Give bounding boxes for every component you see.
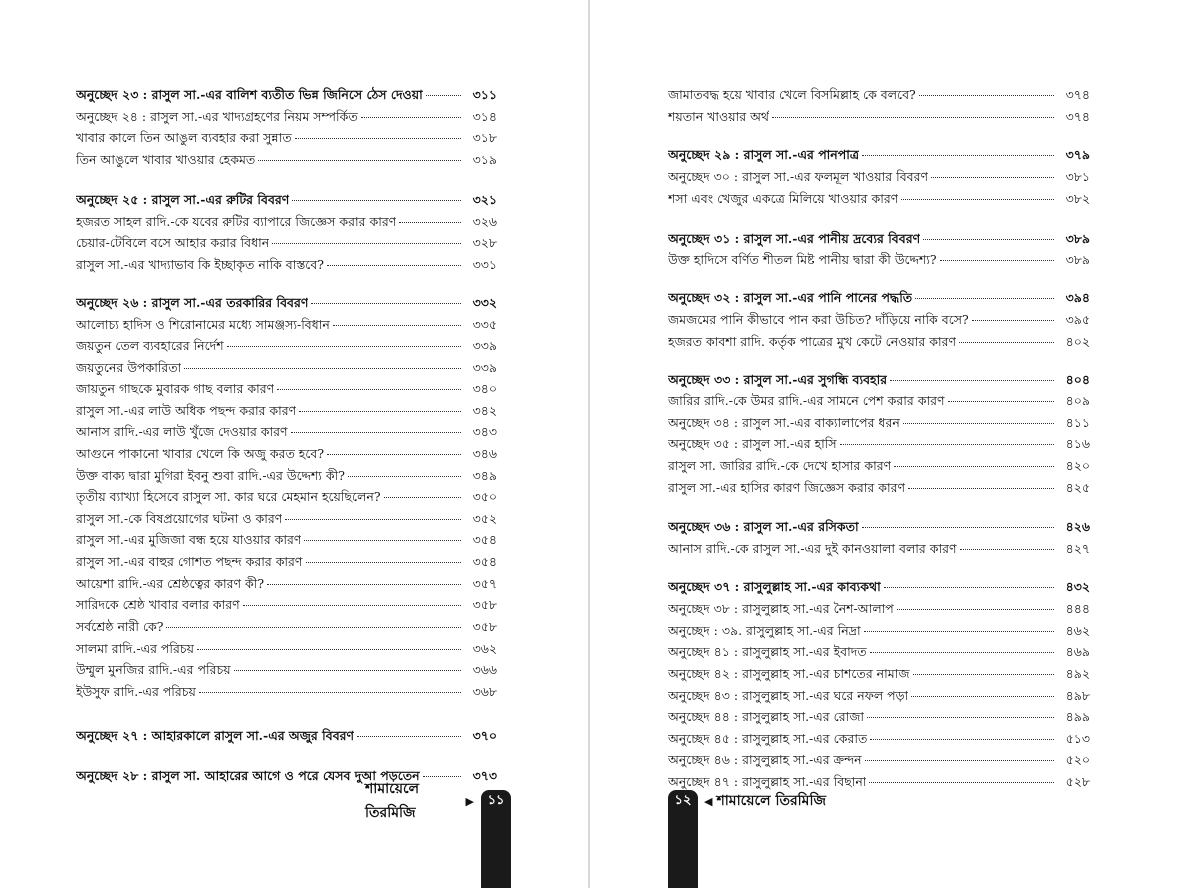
toc-heading-row — [668, 288, 1090, 308]
toc-page-number: ৩৫৮ — [472, 597, 497, 612]
toc-page-number: ৩৮৯ — [1065, 252, 1090, 267]
toc-page-number: ৩৬২ — [472, 641, 497, 656]
toc-entry-row — [668, 250, 1090, 270]
dot-leader — [267, 584, 461, 585]
toc-entry-title: অনুচ্ছেদ ৩২ : রাসুল সা.-এর পানি পানের পদ্ধতি — [668, 290, 913, 305]
toc-heading-row — [76, 726, 497, 746]
dot-leader — [911, 696, 1054, 697]
dot-leader — [862, 155, 1054, 156]
toc-page-number: ৪৪৪ — [1065, 601, 1090, 616]
toc-entry-row — [76, 401, 497, 421]
dot-leader — [897, 609, 1054, 610]
toc-entry-title: অনুচ্ছেদ ৩৬ : রাসুল সা.-এর রসিকতা — [668, 519, 859, 534]
toc-entry-row — [668, 189, 1090, 209]
dot-leader — [166, 627, 461, 628]
toc-page-number: ৩৮১ — [1065, 169, 1090, 184]
dot-leader — [333, 325, 461, 326]
toc-page-number: ৩৫৮ — [472, 619, 497, 634]
dot-leader — [426, 95, 461, 96]
toc-entry-title: অনুচ্ছেদ ৪৪ : রাসুলুল্লাহ সা.-এর রোজা — [668, 709, 865, 724]
dot-leader — [890, 380, 1054, 381]
toc-entry-row — [668, 621, 1090, 641]
dot-leader — [327, 265, 461, 266]
toc-entry-row — [668, 642, 1090, 662]
right-page — [590, 0, 1179, 888]
toc-entry-row — [76, 639, 497, 659]
dot-leader — [227, 346, 461, 347]
page-number-tab — [668, 790, 698, 888]
toc-entry-title: অনুচ্ছেদ ৪১ : রাসুলুল্লাহ সা.-এর ইবাদত — [668, 644, 867, 659]
toc-entry-title: সারিদকে শ্রেষ্ঠ খাবার বলার কারণ — [76, 597, 240, 612]
dot-leader — [865, 760, 1054, 761]
toc-page-number: ৪৯৯ — [1065, 709, 1090, 724]
toc-page-number: ৪৯২ — [1065, 666, 1090, 681]
dot-leader — [272, 243, 461, 244]
dot-leader — [884, 587, 1054, 588]
dot-leader — [931, 177, 1054, 178]
toc-page-number: ৩৪৯ — [472, 468, 497, 483]
toc-page-number: ৩৩৯ — [472, 338, 497, 353]
dot-leader — [306, 562, 462, 563]
toc-page-number: ৩৭৩ — [472, 768, 497, 783]
toc-page-number: ৩৯৫ — [1065, 312, 1090, 327]
dot-leader — [908, 488, 1054, 489]
toc-entry-title: আনাস রাদি.-কে রাসুল সা.-এর দুই কানওয়ালা বলার কারণ — [668, 541, 957, 556]
toc-entry-row — [668, 332, 1090, 352]
toc-entry-title: অনুচ্ছেদ ২৯ : রাসুল সা.-এর পানপাত্র — [668, 147, 860, 162]
toc-entry-title: রাসুল সা.-এর হাসির কারণ জিজ্ঞেস করার কারণ — [668, 480, 906, 495]
dot-leader — [277, 389, 461, 390]
dot-leader — [197, 649, 461, 650]
toc-page-number: ৪১১ — [1065, 415, 1090, 430]
toc-entry-title: অনুচ্ছেদ ৩০ : রাসুল সা.-এর ফলমূল খাওয়ার বিবরণ — [668, 169, 929, 184]
toc-entry-title: অনুচ্ছেদ ২৫ : রাসুল সা.-এর রুটির বিবরণ — [76, 192, 290, 207]
toc-page-number: ৪০৪ — [1065, 372, 1090, 387]
left-arrow-icon: ◀ — [704, 794, 713, 808]
left-page — [0, 0, 588, 888]
toc-entry-title: জামাতবদ্ধ হয়ে খাবার খেলে বিসমিল্লাহ কে বলবে? — [668, 87, 916, 102]
toc-entry-title: আলোচ্য হাদিস ও শিরোনামের মধ্যে সামঞ্জস্য-বিধান — [76, 317, 330, 332]
toc-page-number: ৩৩১ — [472, 257, 497, 272]
toc-entry-title: অনুচ্ছেদ ৪৬ : রাসুলুল্লাহ সা.-এর ক্রন্দন — [668, 752, 862, 767]
dot-leader — [291, 432, 461, 433]
dot-leader — [870, 739, 1054, 740]
dot-leader — [972, 320, 1054, 321]
page-number-tab — [481, 790, 511, 888]
dot-leader — [862, 527, 1054, 528]
toc-page-number: ৪৩২ — [1065, 579, 1090, 594]
dot-leader — [399, 222, 461, 223]
toc-page-number: ৩৫২ — [472, 511, 497, 526]
toc-entry-title: রাসুল সা. জারির রাদি.-কে দেখে হাসার কারণ — [668, 458, 892, 473]
toc-entry-row — [668, 707, 1090, 727]
toc-entry-row — [668, 478, 1090, 498]
dot-leader — [184, 368, 461, 369]
footer-book-title: শামায়েলে তিরমিজি — [365, 781, 420, 821]
toc-entry-title: আয়েশা রাদি.-এর শ্রেষ্ঠত্বের কারণ কী? — [76, 576, 265, 591]
toc-entry-title: শয়তান খাওয়ার অর্থ — [668, 109, 769, 124]
toc-entry-row — [668, 539, 1090, 559]
toc-entry-title: চেয়ার-টেবিলে বসে আহার করার বিধান — [76, 235, 270, 250]
toc-page-number: ৩৪৬ — [472, 446, 497, 461]
toc-page-number: ৪৬২ — [1065, 623, 1090, 638]
dot-leader — [357, 736, 461, 737]
toc-entry-row — [668, 167, 1090, 187]
toc-entry-title: উক্ত হাদিসে বর্ণিত শীতল মিষ্ট পানীয় দ্বারা কী উদ্দেশ্য? — [668, 252, 937, 267]
toc-entry-title: রাসুল সা.-কে বিষপ্রয়োগের ঘটনা ও কারণ — [76, 511, 283, 526]
toc-entry-title: শসা এবং খেজুর একত্রে মিলিয়ে খাওয়ার কারণ — [668, 191, 899, 206]
toc-page-number: ৩৫৪ — [472, 554, 497, 569]
dot-leader — [327, 454, 461, 455]
toc-entry-row — [76, 509, 497, 529]
dot-leader — [243, 605, 461, 606]
toc-entry-title: আগুনে পাকানো খাবার খেলে কি অজু করত হবে? — [76, 446, 325, 461]
dot-leader — [840, 444, 1054, 445]
toc-page-number: ৩৬৬ — [472, 662, 497, 677]
toc-entry-row — [76, 336, 497, 356]
toc-entry-row — [668, 413, 1090, 433]
toc-entry-title: জমজমের পানি কীভাবে পান করা উচিত? দাঁড়িয়ে নাকি বসে? — [668, 312, 969, 327]
dot-leader — [948, 401, 1054, 402]
dot-leader — [311, 303, 461, 304]
toc-entry-row — [76, 150, 497, 170]
toc-page-number: ৩৪৩ — [472, 424, 497, 439]
toc-page-number: ৪১৬ — [1065, 436, 1090, 451]
toc-entry-row — [668, 664, 1090, 684]
toc-entry-title: অনুচ্ছেদ : ৩৯. রাসুলুল্লাহ সা.-এর নিদ্রা — [668, 623, 861, 638]
dot-leader — [361, 117, 461, 118]
toc-heading-row — [668, 145, 1090, 165]
toc-heading-row — [668, 577, 1090, 597]
dot-leader — [915, 298, 1054, 299]
toc-entry-row — [668, 391, 1090, 411]
dot-leader — [348, 476, 461, 477]
toc-page-number: ৪২৭ — [1065, 541, 1090, 556]
toc-heading-row — [76, 85, 497, 105]
toc-page-number: ৪৬৯ — [1065, 644, 1090, 659]
toc-entry-title: তিন আঙুলে খাবার খাওয়ার হেকমত — [76, 152, 256, 167]
toc-entry-title: হজরত সাহল রাদি.-কে যবের রুটির ব্যাপারে জিজ্ঞেস করার কারণ — [76, 214, 397, 229]
toc-entry-title: তৃতীয় ব্যাখ্যা হিসেবে রাসুল সা. কার ঘরে মেহমান হয়েছিলেন? — [76, 489, 381, 504]
dot-leader — [292, 200, 461, 201]
toc-entry-title: অনুচ্ছেদ ৩৪ : রাসুল সা.-এর বাক্যালাপের ধরন — [668, 415, 900, 430]
dot-leader — [923, 239, 1054, 240]
toc-page-number: ৩৫৪ — [472, 532, 497, 547]
right-footer — [700, 790, 826, 812]
toc-page-number: ৪২০ — [1065, 458, 1090, 473]
toc-entry-row — [76, 617, 497, 637]
toc-entry-row — [76, 212, 497, 232]
toc-entry-title: অনুচ্ছেদ ৪৫ : রাসুলুল্লাহ সা.-এর কেরাত — [668, 731, 868, 746]
toc-entry-title: উক্ত বাক্য দ্বারা মুগিরা ইবনু শুবা রাদি.-এর উদ্দেশ্য কী? — [76, 468, 345, 483]
dot-leader — [940, 260, 1054, 261]
dot-leader — [285, 519, 461, 520]
toc-entry-row — [76, 379, 497, 399]
toc-entry-row — [668, 107, 1090, 127]
toc-heading-row — [76, 190, 497, 210]
toc-entry-title: অনুচ্ছেদ ২৭ : আহারকালে রাসুল সা.-এর অজুর বিবরণ — [76, 728, 355, 743]
toc-entry-row — [668, 456, 1090, 476]
toc-entry-row — [76, 466, 497, 486]
toc-entry-title: অনুচ্ছেদ ২৩ : রাসুল সা.-এর বালিশ ব্যতীত ভিন্ন জিনিসে ঠেস দেওয়া — [76, 87, 423, 102]
right-arrow-icon: ▶ — [465, 794, 474, 808]
toc-heading-row — [76, 293, 497, 313]
toc-page-number: ৩১৮ — [472, 130, 497, 145]
dot-leader — [867, 717, 1054, 718]
toc-page-number: ৩৭৯ — [1065, 147, 1090, 162]
toc-page-number: ৪০২ — [1065, 334, 1090, 349]
toc-entry-title: অনুচ্ছেদ ৩১ : রাসুল সা.-এর পানীয় দ্রব্যের বিবরণ — [668, 231, 921, 246]
toc-entry-row — [76, 107, 497, 127]
toc-page-number: ৩৬৮ — [472, 684, 497, 699]
toc-page-number: ৪৯৮ — [1065, 688, 1090, 703]
toc-entry-row — [76, 552, 497, 572]
toc-entry-title: অনুচ্ছেদ ৪২ : রাসুলুল্লাহ সা.-এর চাশতের নামাজ — [668, 666, 910, 681]
dot-leader — [299, 411, 461, 412]
dot-leader — [913, 674, 1055, 675]
toc-entry-row — [668, 434, 1090, 454]
toc-entry-title: জারির রাদি.-কে উমর রাদি.-এর সামনে পেশ করার কারণ — [668, 393, 945, 408]
toc-page-number: ৩২৮ — [472, 235, 497, 250]
toc-entry-row — [76, 422, 497, 442]
toc-heading-row — [668, 517, 1090, 537]
toc-entry-row — [76, 444, 497, 464]
toc-entry-row — [668, 85, 1090, 105]
toc-entry-title: ইউসুফ রাদি.-এর পরিচয় — [76, 684, 196, 699]
dot-leader — [384, 497, 461, 498]
dot-leader — [870, 652, 1054, 653]
toc-entry-row — [76, 358, 497, 378]
toc-entry-row — [76, 682, 497, 702]
dot-leader — [234, 670, 461, 671]
dot-leader — [869, 782, 1054, 783]
page-number: ১১ — [487, 793, 505, 808]
toc-page-number: ৩৯৪ — [1065, 290, 1090, 305]
toc-entry-row — [76, 574, 497, 594]
toc-page-number: ৩৩২ — [472, 295, 497, 310]
dot-leader — [901, 199, 1054, 200]
toc-entry-title: অনুচ্ছেদ ২৪ : রাসুল সা.-এর খাদ্যগ্রহণের নিয়ম সম্পর্কিত — [76, 109, 358, 124]
dot-leader — [919, 95, 1054, 96]
toc-page-number: ৩১১ — [472, 87, 497, 102]
toc-page-number: ৩৮২ — [1065, 191, 1090, 206]
toc-entry-row — [76, 595, 497, 615]
toc-entry-title: জয়তুনের উপকারিতা — [76, 360, 182, 375]
toc-page-number: ৪০৯ — [1065, 393, 1090, 408]
toc-heading-row — [668, 229, 1090, 249]
toc-entry-row — [76, 530, 497, 550]
dot-leader — [199, 692, 461, 693]
toc-page-number: ৩৪০ — [472, 381, 497, 396]
toc-entry-title: অনুচ্ছেদ ২৬ : রাসুল সা.-এর তরকারির বিবরণ — [76, 295, 309, 310]
toc-page-number: ৩১৪ — [472, 109, 497, 124]
toc-entry-title: রাসুল সা.-এর খাদ্যাভাব কি ইচ্ছাকৃত নাকি বাস্তবে? — [76, 257, 324, 272]
toc-page-number: ৩২৬ — [472, 214, 497, 229]
toc-entry-row — [76, 233, 497, 253]
toc-entry-title: উম্মুল মুনজির রাদি.-এর পরিচয় — [76, 662, 231, 677]
toc-page-number: ৫২০ — [1065, 752, 1090, 767]
toc-page-number: ৫১৩ — [1065, 731, 1090, 746]
dot-leader — [894, 466, 1054, 467]
toc-entry-title: রাসুল সা.-এর লাউ অধিক পছন্দ করার কারণ — [76, 403, 297, 418]
toc-page-number: ৩১৯ — [472, 152, 497, 167]
toc-entry-title: আনাস রাদি.-এর লাউ খুঁজে দেওয়ার কারণ — [76, 424, 288, 439]
toc-entry-title: হজরত কাবশা রাদি. কর্তৃক পাত্রের মুখ কেটে নেওয়ার কারণ — [668, 334, 957, 349]
dot-leader — [772, 117, 1054, 118]
toc-entry-row — [76, 315, 497, 335]
dot-leader — [960, 549, 1054, 550]
dot-leader — [959, 342, 1054, 343]
toc-page-number: ৩৫০ — [472, 489, 497, 504]
toc-entry-title: জায়তুন গাছকে মুবারক গাছ বলার কারণ — [76, 381, 275, 396]
footer-book-title: শামায়েলে তিরমিজি — [716, 793, 826, 809]
toc-entry-row — [668, 599, 1090, 619]
left-footer — [365, 781, 478, 821]
toc-page-number: ৩৩৯ — [472, 360, 497, 375]
dot-leader — [864, 631, 1054, 632]
toc-entry-row — [76, 487, 497, 507]
toc-entry-title: খাবার কালে তিন আঙুল ব্যবহার করা সুন্নাত — [76, 130, 292, 145]
toc-page-number: ৩৪২ — [472, 403, 497, 418]
toc-entry-title: অনুচ্ছেদ ২৮ : রাসুল সা. আহারের আগে ও পরে যেসব দুআ পড়তেন — [76, 768, 420, 783]
toc-entry-row — [668, 750, 1090, 770]
toc-page-number: ৩৩৫ — [472, 317, 497, 332]
toc-entry-title: অনুচ্ছেদ ৩৭ : রাসুলুল্লাহ সা.-এর কাব্যকথা — [668, 579, 881, 594]
toc-entry-title: সর্বশ্রেষ্ঠ নারী কে? — [76, 619, 164, 634]
page-number: ১২ — [674, 793, 692, 808]
dot-leader — [258, 160, 461, 161]
toc-page-number: ৩৫৭ — [472, 576, 497, 591]
toc-entry-title: অনুচ্ছেদ ৩৩ : রাসুল সা.-এর সুগন্ধি ব্যবহার — [668, 372, 888, 387]
toc-entry-title: জয়তুন তেল ব্যবহারের নির্দেশ — [76, 338, 224, 353]
toc-page-number: ৩৭০ — [472, 728, 497, 743]
toc-entry-row — [76, 660, 497, 680]
toc-entry-title: অনুচ্ছেদ ৩৮ : রাসুলুল্লাহ সা.-এর নৈশ-আলাপ — [668, 601, 894, 616]
dot-leader — [295, 138, 461, 139]
toc-entry-row — [668, 310, 1090, 330]
toc-page-number: ৩৮৯ — [1065, 231, 1090, 246]
toc-entry-title: সালমা রাদি.-এর পরিচয় — [76, 641, 194, 656]
dot-leader — [304, 540, 461, 541]
toc-page-number: ৫২৮ — [1065, 774, 1090, 789]
toc-page-number: ৪২৫ — [1065, 480, 1090, 495]
toc-entry-row — [668, 686, 1090, 706]
toc-page-number: ৩৭৪ — [1065, 109, 1090, 124]
toc-entry-row — [76, 255, 497, 275]
toc-entry-title: রাসুল সা.-এর মুজিজা বন্ধ হয়ে যাওয়ার কারণ — [76, 532, 302, 547]
toc-entry-title: অনুচ্ছেদ ৪৩ : রাসুলুল্লাহ সা.-এর ঘরে নফল পড়া — [668, 688, 909, 703]
toc-page-number: ৩৭৪ — [1065, 87, 1090, 102]
toc-heading-row — [668, 370, 1090, 390]
toc-entry-title: অনুচ্ছেদ ৩৫ : রাসুল সা.-এর হাসি — [668, 436, 837, 451]
toc-entry-title: অনুচ্ছেদ ৪৭ : রাসুলুল্লাহ সা.-এর বিছানা — [668, 774, 867, 789]
toc-entry-title: রাসুল সা.-এর বাহুর গোশত পছন্দ করার কারণ — [76, 554, 303, 569]
toc-entry-row — [76, 128, 497, 148]
toc-entry-row — [668, 729, 1090, 749]
dot-leader — [903, 423, 1054, 424]
toc-page-number: ৪২৬ — [1065, 519, 1090, 534]
toc-page-number: ৩২১ — [472, 192, 497, 207]
